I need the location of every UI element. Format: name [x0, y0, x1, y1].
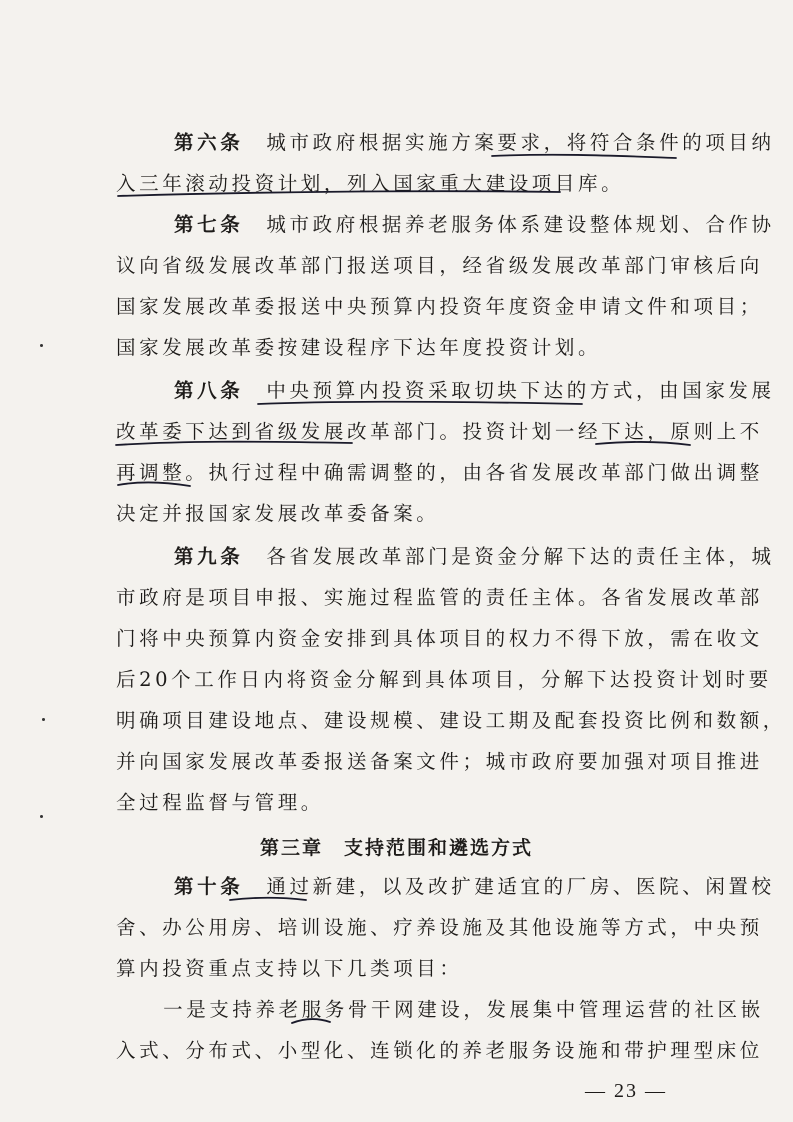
line-text: 一是支持养老服务骨干网建设，发展集中管理运营的社区嵌 — [140, 998, 764, 1021]
line-text: 门将中央预算内资金安排到具体项目的权力不得下放，需在收文 — [116, 627, 763, 650]
line-text: 入式、分布式、小型化、连锁化的养老服务设施和带护理型床位 — [116, 1039, 763, 1062]
text-line — [116, 420, 763, 444]
text-line — [116, 295, 763, 319]
line-text: 明确项目建设地点、建设规模、建设工期及配套投资比例和数额， — [116, 709, 786, 732]
line-text: 再调整。执行过程中确需调整的，由各省发展改革部门做出调整 — [116, 461, 763, 484]
line-text: 国家发展改革委按建设程序下达年度投资计划。 — [116, 336, 602, 359]
line-text: 全过程监督与管理。 — [116, 791, 324, 814]
line-text: 入三年滚动投资计划，列入国家重大建设项目库。 — [116, 172, 625, 195]
chapter-title: 第三章 支持范围和遴选方式 — [259, 837, 533, 859]
text-line — [116, 502, 716, 526]
text-line — [174, 379, 774, 403]
page-number: — 23 — — [585, 1080, 667, 1102]
text-line — [116, 172, 716, 196]
text-line — [140, 998, 764, 1022]
text-line — [116, 461, 763, 485]
text-line — [116, 336, 716, 360]
text-line — [116, 791, 716, 815]
line-text: 中央预算内投资采取切块下达的方式，由国家发展 — [243, 379, 775, 402]
text-line — [116, 668, 772, 692]
line-text: 国家发展改革委报送中央预算内投资年度资金申请文件和项目； — [116, 295, 763, 318]
text-line — [116, 1039, 763, 1063]
text-line — [116, 957, 716, 981]
article-heading: 第七条 — [174, 213, 244, 236]
scan-speck — [40, 344, 43, 347]
line-text: 算内投资重点支持以下几类项目： — [116, 957, 463, 980]
text-line — [174, 131, 774, 155]
line-text: 并向国家发展改革委报送备案文件；城市政府要加强对项目推进 — [116, 750, 763, 773]
text-line — [174, 875, 774, 899]
article-heading: 第八条 — [174, 379, 244, 402]
line-text: 议向省级发展改革部门报送项目，经省级发展改革部门审核后向 — [116, 254, 763, 277]
line-text: 城市政府根据养老服务体系建设整体规划、合作协 — [243, 213, 775, 236]
article-heading: 第九条 — [174, 545, 244, 568]
text-line — [116, 254, 763, 278]
text-line — [116, 586, 763, 610]
line-text: 通过新建，以及改扩建适宜的厂房、医院、闲置校 — [243, 875, 775, 898]
article-heading: 第十条 — [174, 875, 244, 898]
pen-underline — [492, 155, 676, 158]
line-text: 决定并报国家发展改革委备案。 — [116, 502, 440, 525]
text-line — [116, 709, 786, 733]
text-line — [174, 213, 774, 237]
text-line — [116, 916, 763, 940]
scan-speck — [40, 815, 43, 818]
text-line — [116, 627, 763, 651]
text-line — [174, 545, 774, 569]
line-text: 后20个工作日内将资金分解到具体项目，分解下达投资计划时要 — [116, 668, 772, 691]
line-text: 舍、办公用房、培训设施、疗养设施及其他设施等方式，中央预 — [116, 916, 763, 939]
article-heading: 第六条 — [174, 131, 244, 154]
line-text: 市政府是项目申报、实施过程监管的责任主体。各省发展改革部 — [116, 586, 763, 609]
line-text: 城市政府根据实施方案要求，将符合条件的项目纳 — [243, 131, 775, 154]
line-text: 改革委下达到省级发展改革部门。投资计划一经下达，原则上不 — [116, 420, 763, 443]
scan-speck — [42, 718, 45, 721]
line-text: 各省发展改革部门是资金分解下达的责任主体，城 — [243, 545, 775, 568]
text-line — [116, 750, 763, 774]
